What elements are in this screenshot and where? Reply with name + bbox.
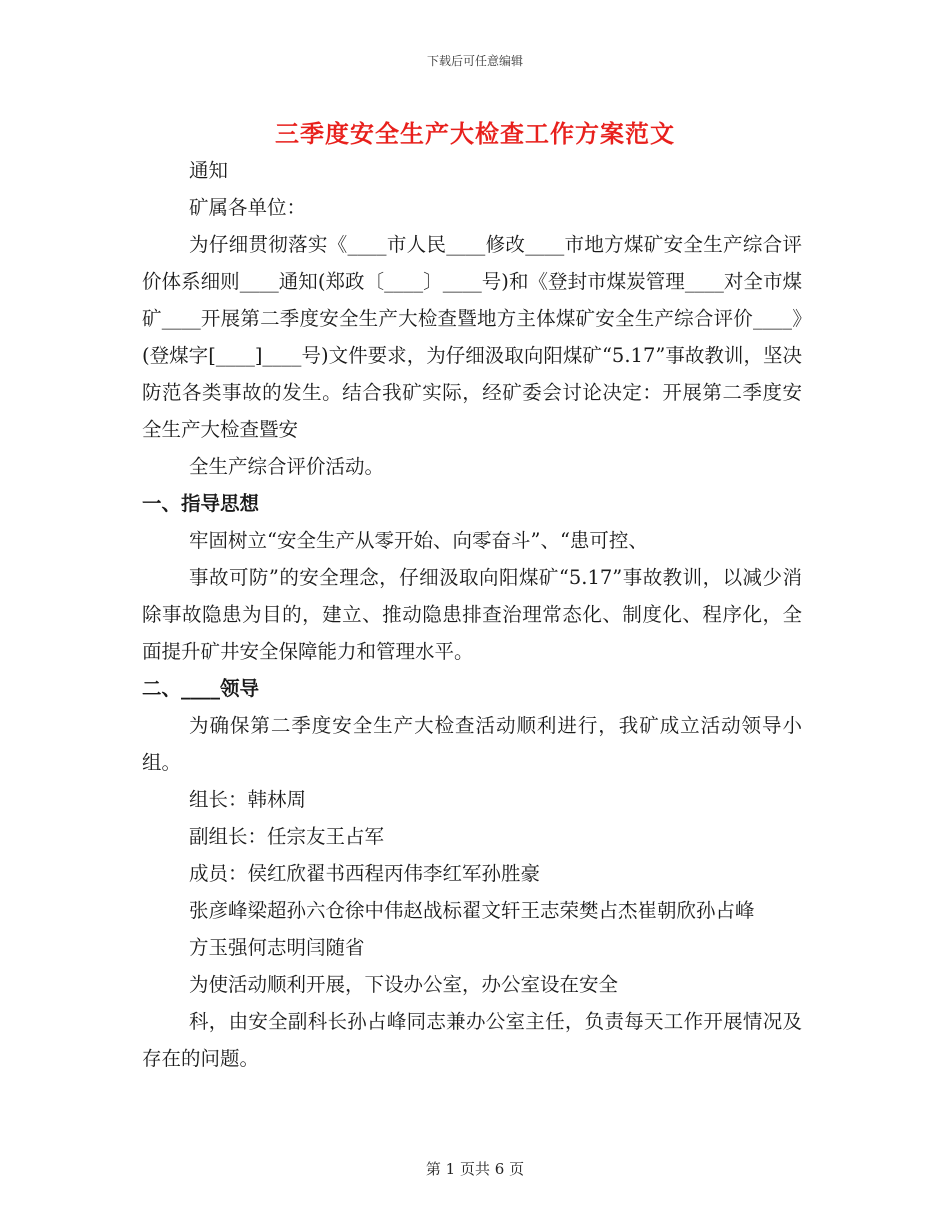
document-title: 三季度安全生产大检查工作方案范文 <box>275 119 675 148</box>
paragraph: 通知 <box>189 159 229 182</box>
section-heading: 二、____领导 <box>142 677 260 700</box>
paragraph: 成员：侯红欣翟书西程丙伟李红军孙胜豪 <box>189 862 541 885</box>
paragraph: 副组长：任宗友王占军 <box>189 825 385 848</box>
paragraph: 矿属各单位： <box>189 196 307 219</box>
paragraph: 事故可防”的安全理念，仔细汲取向阳煤矿“5.17”事故教训，以减少消除事故隐患为目的，建立、推动隐患排查治理常态化、制度化、程序化，全面提升矿井安全保障能力和管理水平。 <box>142 566 802 663</box>
paragraph: 全生产综合评价活动。 <box>189 455 385 478</box>
page-footer: 第 1 页共 6 页 <box>425 1160 525 1178</box>
paragraph: 为仔细贯彻落实《____市人民____修改____市地方煤矿安全生产综合评价体系细则____通知(郑政〔____〕____号)和《登封市煤炭管理____对全市煤矿____开展第二季度安全生产大检查暨地方主体煤矿安全生产综合评价____》(登煤字[____]____号)文件要求，为仔细汲取向阳煤矿“5.17”事故教训，坚决防范各类事故的发生。结合我矿实际，经矿委会讨论决定：开展第二季度安全生产大检查暨安 <box>142 233 802 441</box>
paragraph: 为使活动顺利开展，下设办公室，办公室设在安全 <box>189 973 619 996</box>
paragraph: 科，由安全副科长孙占峰同志兼办公室主任，负责每天工作开展情况及存在的问题。 <box>142 1010 802 1070</box>
page-header: 下载后可任意编辑 <box>426 54 523 68</box>
paragraph: 方玉强何志明闫随省 <box>189 936 365 959</box>
paragraph: 组长：韩林周 <box>189 788 307 811</box>
paragraph: 张彦峰梁超孙六仓徐中伟赵战标翟文轩王志荣樊占杰崔朝欣孙占峰 <box>189 899 755 922</box>
document-body <box>142 152 802 1077</box>
paragraph: 牢固树立“安全生产从零开始、向零奋斗”、“患可控、 <box>189 529 648 552</box>
section-heading: 一、指导思想 <box>142 492 260 515</box>
paragraph: 为确保第二季度安全生产大检查活动顺利进行，我矿成立活动领导小组。 <box>142 714 802 774</box>
